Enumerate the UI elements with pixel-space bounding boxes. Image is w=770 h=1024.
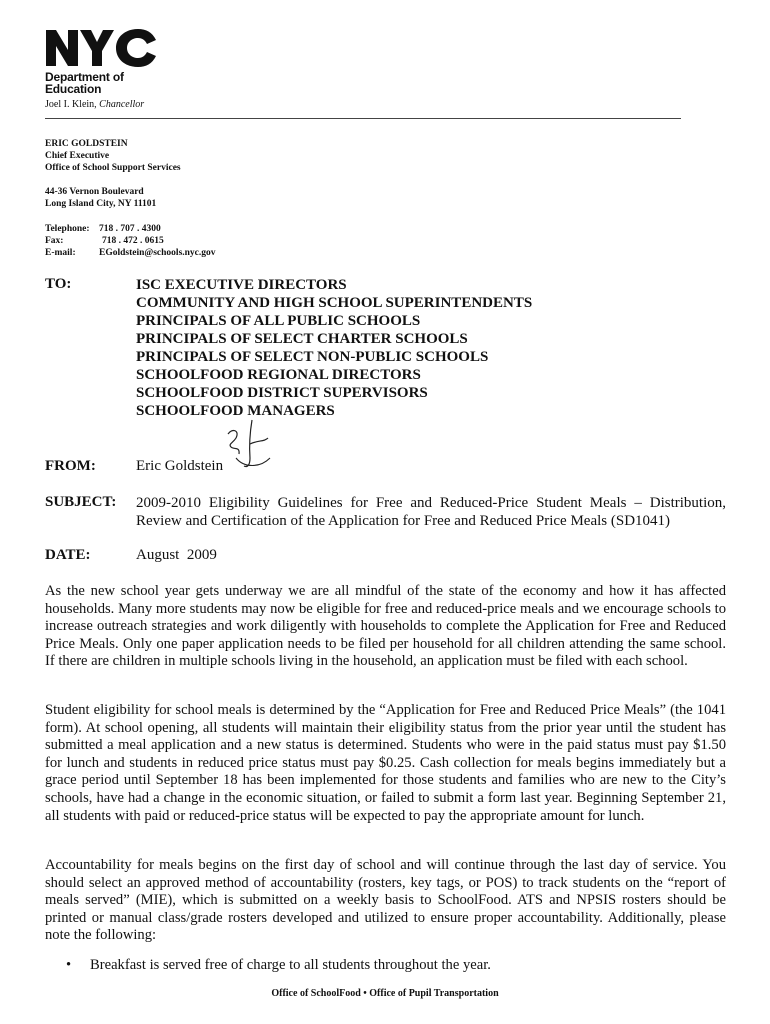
recipient: SCHOOLFOOD DISTRICT SUPERVISORS bbox=[136, 385, 428, 401]
body-paragraph: Accountability for meals begins on the first day of school and will continue through the last day of service. You should select an approved method of accountability (rosters, key tags, or POS) to track students on the “report of meals served” (MIE), which is submitted on a weekly basis to SchoolFood. ATS and NPSIS rosters should be printed or manual class/grade rosters developed and utilized to ensure proper accountability. Additionally, please note the following: bbox=[45, 857, 726, 944]
sender-address bbox=[45, 186, 156, 210]
recipient: SCHOOLFOOD MANAGERS bbox=[136, 403, 335, 419]
from-value: Eric Goldstein bbox=[136, 458, 224, 474]
bullet-item: Breakfast is served free of charge to all students throughout the year. bbox=[90, 957, 491, 973]
to-label: TO: bbox=[45, 276, 72, 292]
recipient: PRINCIPALS OF SELECT NON-PUBLIC SCHOOLS bbox=[136, 349, 489, 365]
letterhead-divider bbox=[45, 118, 681, 119]
chancellor-name: Joel I. Klein, bbox=[45, 99, 97, 110]
body-paragraph: As the new school year gets underway we are all mindful of the state of the economy and how it has affected households. Many more students may now be eligible for free and reduced-price meals and we encourage schools to increase outreach strategies and work diligently with households to complete the Application for Free and Reduced Price Meals. Only one paper application needs to be filed per household for all children attending the same school. If there are children in multiple schools living in the household, an application must be filed with each school. bbox=[45, 583, 726, 670]
from-label: FROM: bbox=[45, 458, 96, 474]
subject-value: 2009-2010 Eligibility Guidelines for Free and Reduced-Price Student Meals – Distribution, Review and Certification of the Application for Free and Reduced Price Meals (SD1041) bbox=[136, 495, 726, 529]
chancellor-line bbox=[45, 99, 144, 110]
org-name-line2: Education bbox=[45, 82, 102, 96]
chancellor-role: Chancellor bbox=[99, 99, 145, 110]
fax-value: 718 . 472 . 0615 bbox=[102, 236, 164, 246]
sender-title: Chief Executive bbox=[45, 151, 110, 161]
date-value: August 2009 bbox=[136, 547, 217, 563]
fax-label: Fax: bbox=[45, 236, 64, 246]
email-label: E-mail: bbox=[45, 248, 76, 258]
recipient: SCHOOLFOOD REGIONAL DIRECTORS bbox=[136, 367, 421, 383]
email-value: EGoldstein@schools.nyc.gov bbox=[99, 248, 216, 258]
page-footer: Office of SchoolFood • Office of Pupil Transportation bbox=[271, 988, 499, 999]
org-name bbox=[45, 71, 124, 95]
sender-block bbox=[45, 138, 181, 174]
org-name-line1: Department of bbox=[45, 70, 124, 84]
date-label: DATE: bbox=[45, 547, 91, 563]
nyc-logo bbox=[44, 26, 160, 70]
bullet-icon: • bbox=[66, 957, 72, 973]
signature-mark bbox=[222, 414, 274, 472]
to-recipients bbox=[136, 276, 532, 420]
contact-info bbox=[45, 223, 285, 259]
telephone-label: Telephone: bbox=[45, 224, 90, 234]
telephone-value: 718 . 707 . 4300 bbox=[99, 224, 161, 234]
address-line1: 44-36 Vernon Boulevard bbox=[45, 187, 144, 197]
recipient: COMMUNITY AND HIGH SCHOOL SUPERINTENDENTS bbox=[136, 295, 533, 311]
recipient: ISC EXECUTIVE DIRECTORS bbox=[136, 277, 347, 293]
subject-label: SUBJECT: bbox=[45, 494, 117, 510]
recipient: PRINCIPALS OF ALL PUBLIC SCHOOLS bbox=[136, 313, 421, 329]
recipient: PRINCIPALS OF SELECT CHARTER SCHOOLS bbox=[136, 331, 468, 347]
sender-office: Office of School Support Services bbox=[45, 163, 181, 173]
address-line2: Long Island City, NY 11101 bbox=[45, 199, 157, 209]
sender-name: ERIC GOLDSTEIN bbox=[45, 139, 128, 149]
body-paragraph: Student eligibility for school meals is determined by the “Application for Free and Reduced Price Meals” (the 1041 form). At school opening, all students will maintain their eligibility status from the prior year until the student has submitted a meal application and a new status is determined. Students who were in the paid status must pay $1.50 for lunch and students in reduced price status must pay $0.25. Cash collection for meals begins immediately but a grace period until September 18 has been implemented for those students and families who are new to the City’s schools, have had a change in the economic situation, or failed to submit a form last year. Beginning September 21, all students with paid or reduced-price status will be expected to pay the appropriate amount for lunch. bbox=[45, 702, 726, 824]
